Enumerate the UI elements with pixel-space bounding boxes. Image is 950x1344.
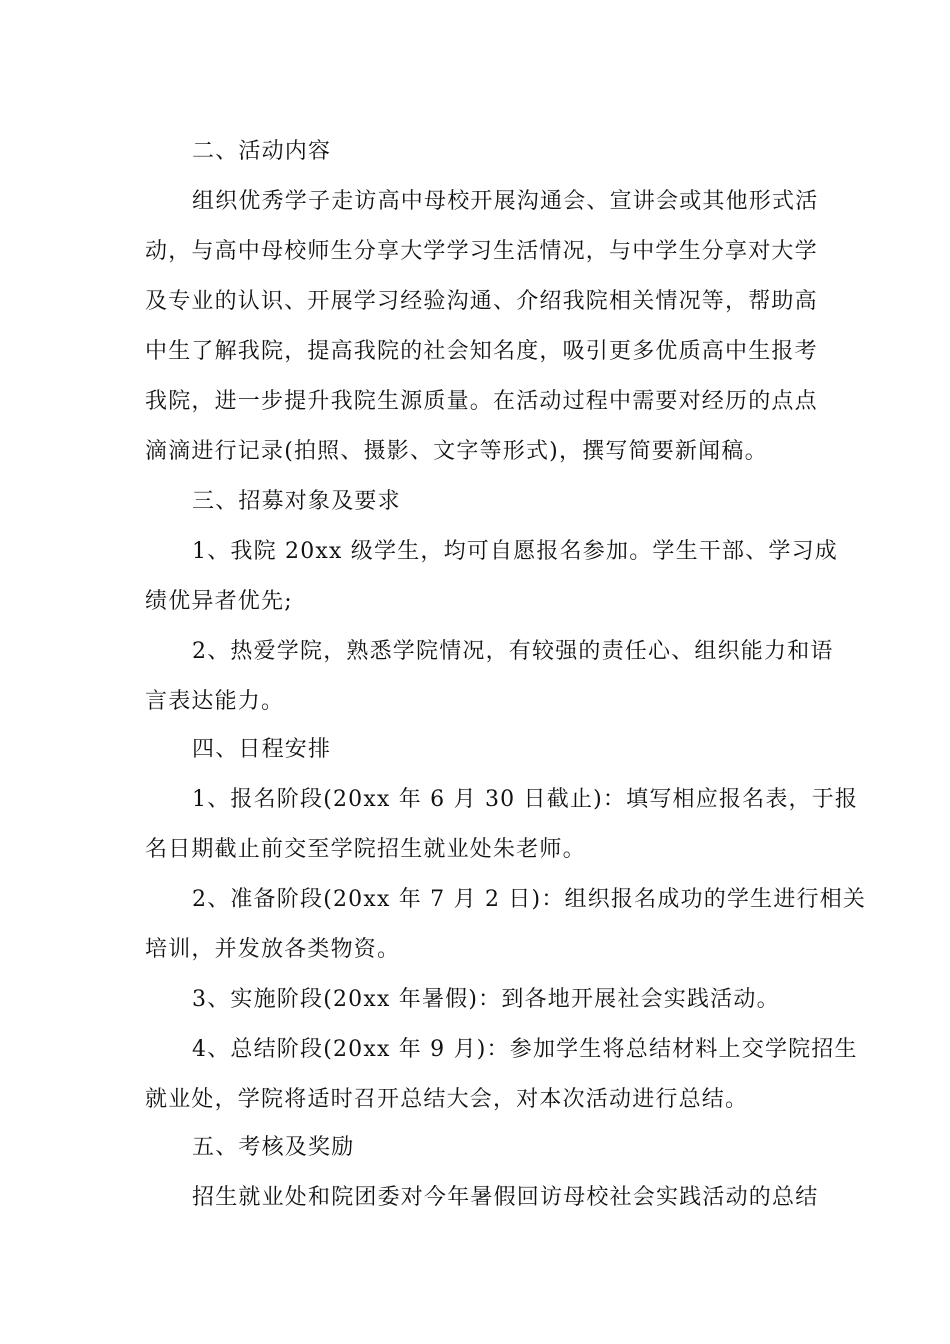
section-heading: 四、日程安排 [192,737,332,762]
section-heading: 五、考核及奖励 [192,1135,355,1160]
paragraph-line: 滴滴进行记录(拍照、摄影、文字等形式)，撰写简要新闻稿。 [145,439,768,464]
paragraph-line: 2、准备阶段(20xx 年 7 月 2 日)：组织报名成功的学生进行相关 [192,887,867,912]
paragraph-line: 4、总结阶段(20xx 年 9 月)：参加学生将总结材料上交学院招生 [192,1037,858,1062]
paragraph-line: 1、我院 20xx 级学生，均可自愿报名参加。学生干部、学习成 [192,539,838,564]
paragraph-line: 培训，并发放各类物资。 [145,937,401,962]
paragraph-line: 言表达能力。 [145,689,285,714]
paragraph-line: 3、实施阶段(20xx 年暑假)：到各地开展社会实践活动。 [192,987,780,1012]
paragraph-line: 及专业的认识、开展学习经验沟通、介绍我院相关情况等，帮助高 [145,289,818,314]
paragraph-line: 绩优异者优先; [145,589,293,614]
paragraph-line: 名日期截止前交至学院招生就业处朱老师。 [145,837,586,862]
paragraph-line: 2、热爱学院，熟悉学院情况，有较强的责任心、组织能力和语 [192,639,834,664]
paragraph-line: 组织优秀学子走访高中母校开展沟通会、宣讲会或其他形式活 [192,189,819,214]
section-heading: 三、招募对象及要求 [192,489,401,514]
section-heading: 二、活动内容 [192,139,332,164]
paragraph-line: 就业处，学院将适时召开总结大会，对本次活动进行总结。 [145,1087,749,1112]
paragraph-line: 中生了解我院，提高我院的社会知名度，吸引更多优质高中生报考 [145,339,818,364]
paragraph-line: 我院，进一步提升我院生源质量。在活动过程中需要对经历的点点 [145,389,818,414]
paragraph-line: 招生就业处和院团委对今年暑假回访母校社会实践活动的总结 [192,1185,819,1210]
paragraph-line: 1、报名阶段(20xx 年 6 月 30 日截止)：填写相应报名表，于报 [192,787,859,812]
paragraph-line: 动，与高中母校师生分享大学学习生活情况，与中学生分享对大学 [145,239,818,264]
